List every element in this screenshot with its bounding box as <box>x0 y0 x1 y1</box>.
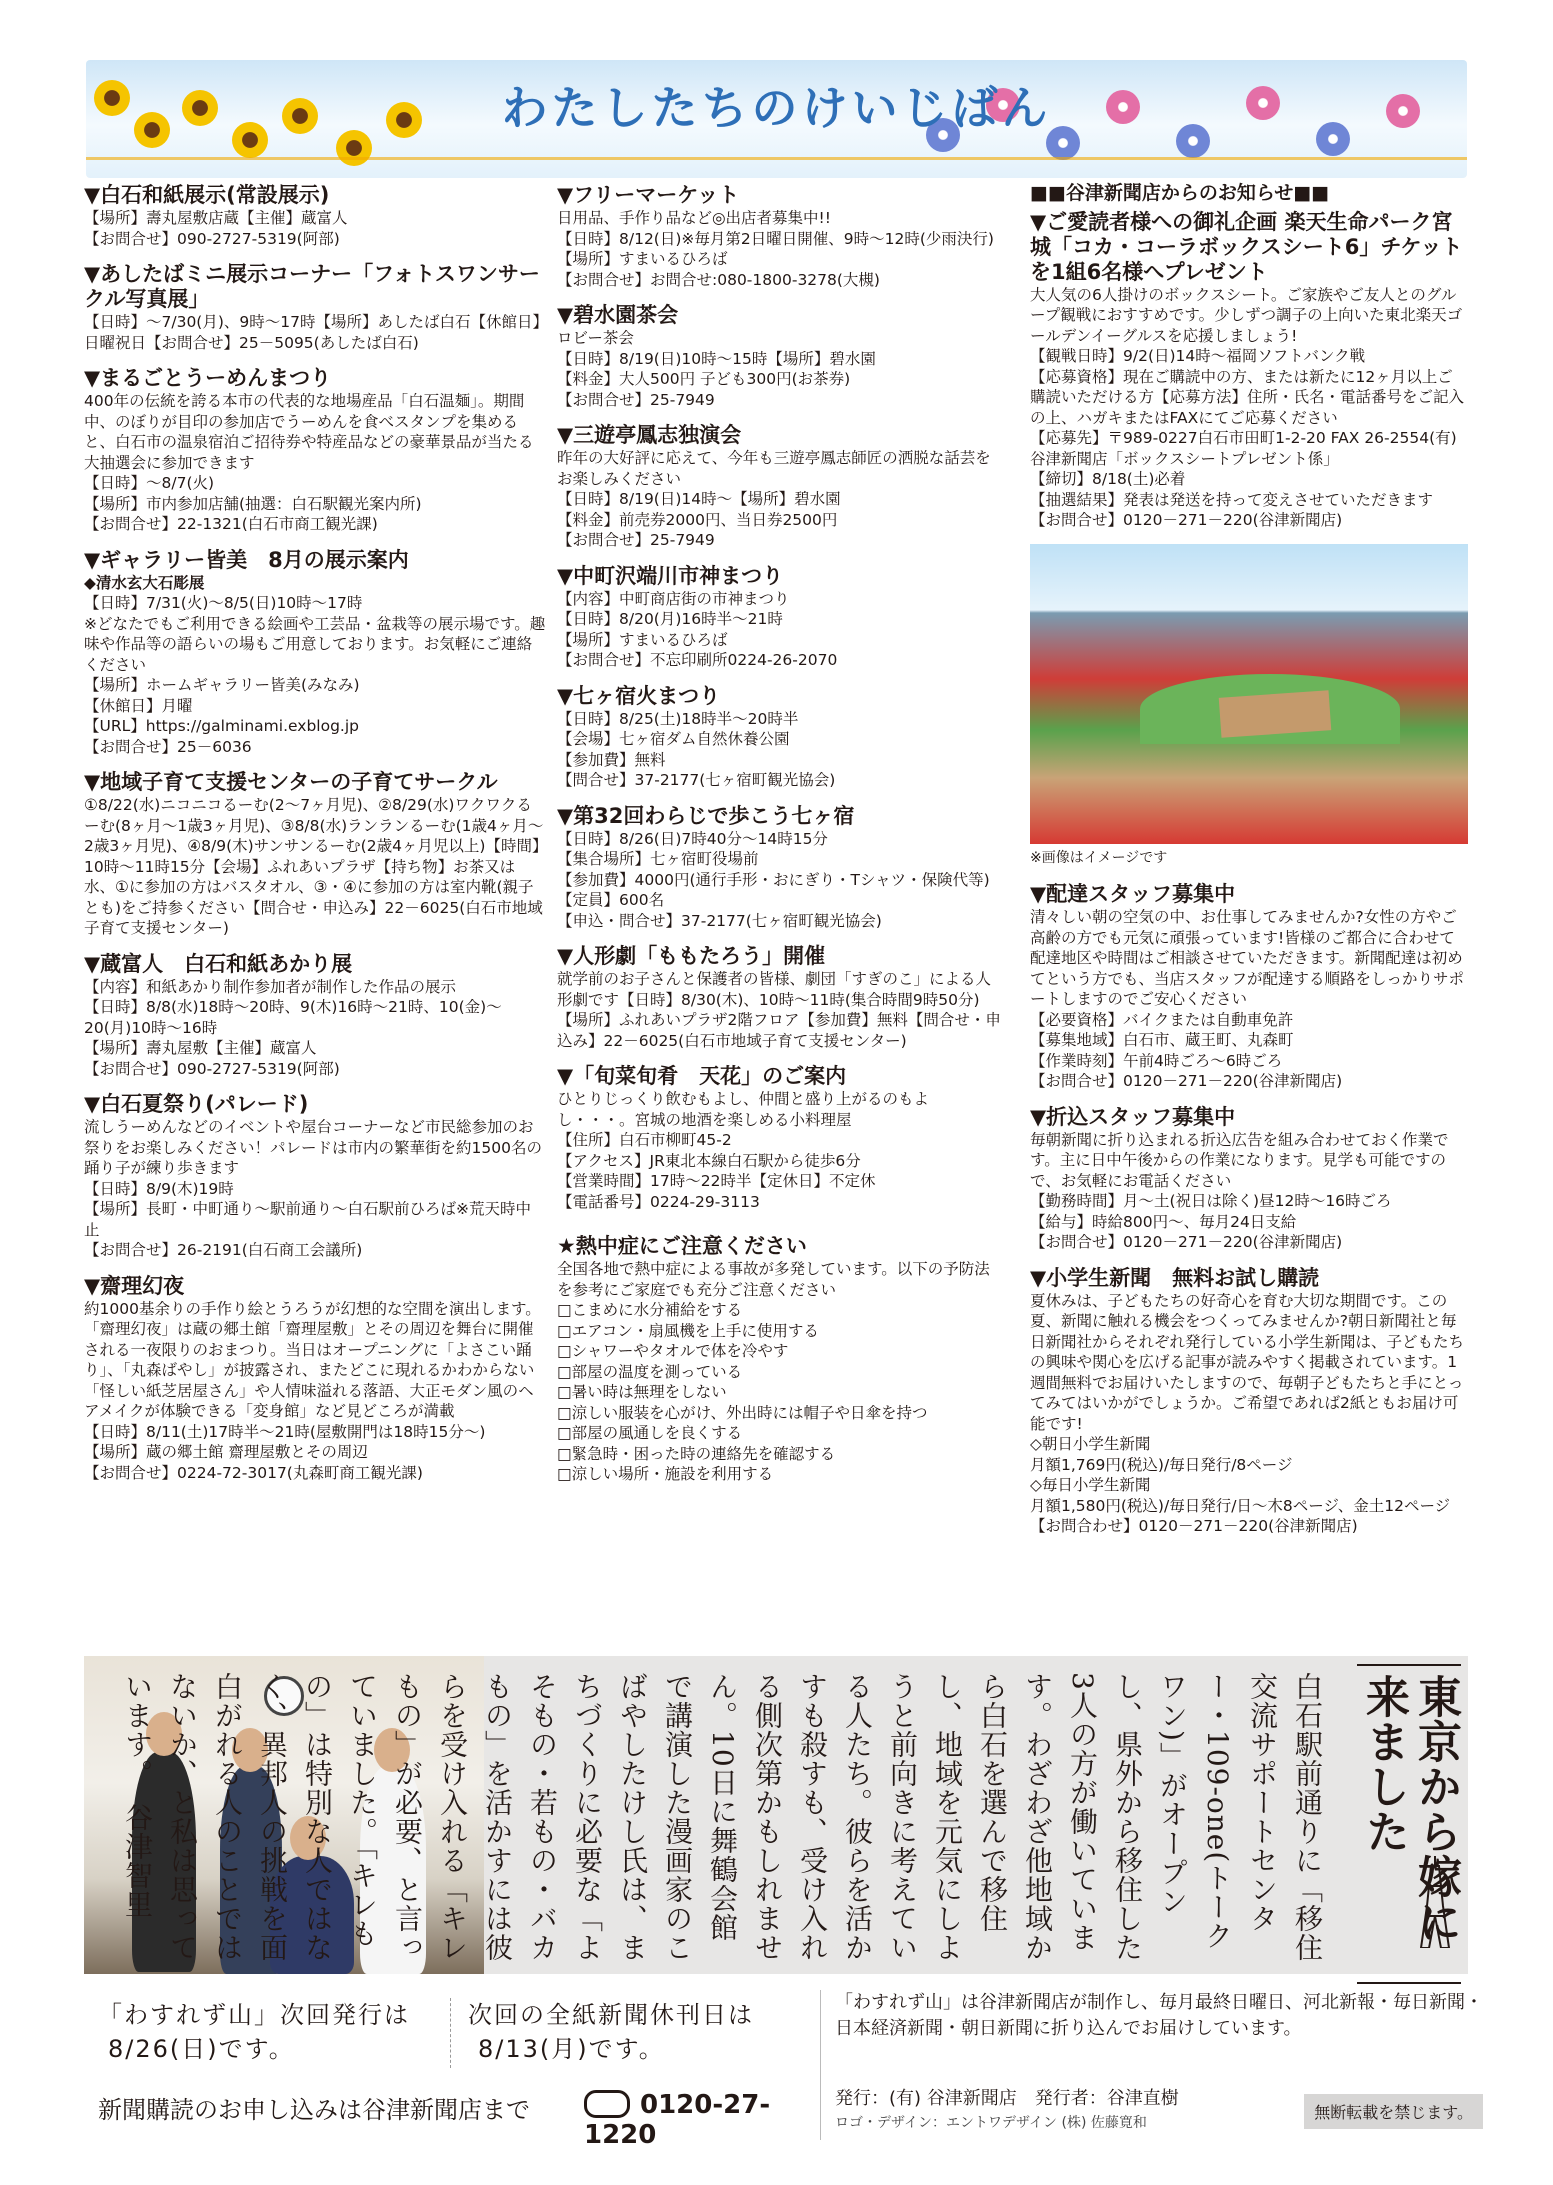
event-line: 【作業時刻】午前4時ごろ～6時ごろ <box>1030 1051 1283 1070</box>
header-banner <box>86 60 1467 178</box>
event-line: 【お問合せ】25－6036 <box>84 737 252 756</box>
event-item <box>84 548 546 758</box>
event-line: ※どなたでもご利用できる絵画や工芸品・盆栽等の展示場です。趣味や作品等の語らいの場もご用意しております。お気軽にご連絡ください <box>84 614 546 674</box>
checklist-item: □部屋の風通しを良くする <box>557 1424 743 1442</box>
event-line: 昨年の大好評に応えて、今年も三遊亭鳳志師匠の洒脱な話芸をお楽しみください <box>557 449 991 488</box>
event-line: 【アクセス】JR東北本線白石駅から徒歩6分 <box>557 1151 861 1170</box>
column-right <box>1030 183 1468 1550</box>
checklist-item: □シャワーやタオルで体を冷やす <box>557 1342 789 1360</box>
event-item <box>84 262 546 353</box>
event-line: 大人気の6人掛けのボックスシート。ご家族やご友人とのグループ観戦におすすめです。少しずつ調子の上向いた東北楽天ゴールデンイーグルスを応援しましょう! <box>1030 285 1463 345</box>
event-line: 【日時】8/12(日)※毎月第2日曜日開催、9時～12時(少雨決行) <box>557 229 994 248</box>
event-line: 【お問合せ】お問合せ:080-1800-3278(大槻) <box>557 270 880 289</box>
event-line: 夏休みは、子どもたちの好奇心を育む大切な期間です。この夏、新聞に触れる機会をつくってみませんか?朝日新聞社と毎日新聞社からそれぞれ発行している小学生新聞は、子どもたちの興味や関心を広げる記事が読みやすく掲載されています。1週間無料でお届けいたしますので、毎朝子どもたちと手にとってみてはいかがでしょうか。ご希望であれば2紙ともお届け可能です! <box>1030 1291 1465 1433</box>
event-heading: ▼地域子育て支援センターの子育てサークル <box>84 770 498 794</box>
event-item <box>84 1274 546 1484</box>
essay-title: 東京から嫁に来ました <box>1357 1664 1461 1984</box>
event-line: 【住所】白石市柳町45-2 <box>557 1131 732 1149</box>
photo-caption: ※画像はイメージです <box>1030 849 1168 866</box>
event-line: 【お問合せ】25-7949 <box>557 531 715 549</box>
phone-value: 0120-27-1220 <box>584 2090 771 2150</box>
event-heading: ▼フリーマーケット <box>557 183 740 207</box>
event-line: 【観戦日時】9/2(日)14時～福岡ソフトバンク戦 <box>1030 347 1366 365</box>
checklist-item: □暑い時は無理をしない <box>557 1383 727 1401</box>
column-left <box>84 183 546 1496</box>
stadium-photo <box>1030 544 1468 844</box>
event-line: 約1000基余りの手作り絵とうろうが幻想的な空間を演出します。「齋理幻夜」は蔵の郷土館「齋理屋敷」とその周辺を舞台に開催される一夜限りのおまつり。当日はオープニングに「よさこい踊り」、「丸森ばやし」が披露され、またどこに現れるかわからない「怪しい紙芝居屋さん」や人情味溢れる落語、大正モダン風のヘアメイクが体験できる「変身館」など見どころが満載 <box>84 1299 541 1420</box>
event-line: 【日時】8/26(日)7時40分～14時15分 <box>557 829 828 848</box>
page-title: わたしたちのけいじばん <box>501 81 1052 135</box>
event-line: 【参加費】4000円(通行手形・おにぎり・Tシャツ・保険代等)【定員】600名 <box>557 870 990 909</box>
holiday-label: 次回の全紙新聞休刊日は <box>468 2001 754 2029</box>
event-line: 【問合せ】37-2177(七ヶ宿町観光協会) <box>557 771 836 789</box>
event-line: 【お問合せ】0120－271－220(谷津新聞店) <box>1030 511 1343 529</box>
event-line: 【場所】壽丸屋敷【主催】蔵富人 <box>84 1039 317 1057</box>
holiday-date: 8/13(月)です。 <box>478 2035 665 2063</box>
event-item <box>1030 1105 1468 1253</box>
event-line: 清々しい朝の空気の中、お仕事してみませんか?女性の方やご高齢の方でも元気に頑張っています!皆様のご都合に合わせて配達地区や時間はご相談させていただきます。新聞配達は初めてという方でも、当店スタッフが配達する順路をしっかりサポートしますのでご安心ください <box>1030 908 1465 1008</box>
next-issue-label: 「わすれず山」次回発行は <box>98 2001 410 2029</box>
event-line: 【休館日】月曜 <box>84 696 193 715</box>
ribbon-divider <box>86 157 1467 160</box>
event-line: 全国各地で熱中症による事故が多発しています。以下の予防法を参考にご家庭でも充分ご注意ください <box>557 1260 990 1299</box>
checklist-item: □涼しい場所・施設を利用する <box>557 1465 774 1483</box>
event-line: 【応募資格】現在ご購読中の方、または新たに12ヶ月以上ご購読いただける方【応募方法】住所・氏名・電話番号をご記入の上、ハガキまたはFAXにてご応募ください <box>1030 367 1465 427</box>
event-heading: ▼齋理幻夜 <box>84 1273 185 1298</box>
event-heading: ★熱中症にご注意ください <box>557 1234 807 1258</box>
event-line: 毎朝新聞に折り込まれる折込広告を組み合わせておく作業です。主に日中午後からの作業になります。見学も可能ですので、お気軽にお電話ください <box>1030 1130 1449 1190</box>
phone-number[interactable] <box>584 2090 804 2150</box>
event-heading: ▼蔵富人 白石和紙あかり展 <box>84 951 353 976</box>
event-heading: ▼白石夏祭り(パレード) <box>84 1092 309 1116</box>
event-item <box>84 770 546 939</box>
event-item <box>84 366 546 535</box>
checklist-item: □部屋の温度を測っている <box>557 1362 743 1381</box>
event-line: ①8/22(水)ニコニコるーむ(2～7ヶ月児)、②8/29(水)ワクワクるーむ(8ヶ月～1歳3ヶ月児)、③8/8(水)ランランるーむ(1歳4ヶ月～2歳3ヶ月児)、④8/9(木)サンサンるーむ(2歳4ヶ月児以上)【時間】10時～11時15分【会場】ふれあいプラザ【持ち物】お茶又は水、①に参加の方はバスタオル、③・④に参加の方は室内靴(親子とも)をご持参ください【問合せ・申込み】22－6025(白石市地域子育て支援センター) <box>84 796 544 937</box>
event-line: 月額1,769円(税込)/毎日発行/8ページ <box>1030 1455 1293 1474</box>
event-line: 【お問合せ】090-2727-5319(阿部) <box>84 1059 340 1078</box>
event-line: 【日時】8/20(月)16時半～21時 <box>557 610 783 628</box>
event-line: 【日時】8/9(木)19時 <box>84 1179 234 1198</box>
event-line: 【お問合せ】0120－271－220(谷津新聞店) <box>1030 1233 1343 1251</box>
event-line: 【場所】市内参加店舗(抽選：白石駅観光案内所) <box>84 494 422 513</box>
checklist-item: □こまめに水分補給をする <box>557 1301 743 1319</box>
next-issue-info <box>98 1998 410 2066</box>
event-heading: ▼小学生新聞 無料お試し購読 <box>1030 1265 1320 1290</box>
event-item <box>557 944 1002 1051</box>
event-line: 【場所】ふれあいプラザ2階フロア【参加費】無料【問合せ・申込み】22－6025(白石市地域子育て支援センター) <box>557 1011 1001 1050</box>
event-item <box>557 564 1002 671</box>
event-line: 月額1,580円(税込)/毎日発行/日～木8ページ、金土12ページ <box>1030 1496 1451 1515</box>
about-text: 「わすれず山」は谷津新聞店が制作し、毎月最終日曜日、河北新報・毎日新聞・日本経済新聞・朝日新聞に折り込んでお届けしています。 <box>835 1992 1483 2039</box>
event-item <box>557 804 1002 932</box>
tokyo-tower-icon <box>1420 1856 1450 1948</box>
event-line: 【集合場所】七ヶ宿町役場前 <box>557 850 759 868</box>
event-line: 【お問合わせ】0120－271－220(谷津新聞店) <box>1030 1517 1358 1535</box>
event-item <box>1030 1266 1468 1537</box>
event-line: 【応募先】〒989-0227白石市田町1-2-20 FAX 26-2554(有)谷津新聞店「ボックスシートプレゼント係」 <box>1030 429 1457 468</box>
event-line: 【お問合せ】22-1321(白石市商工観光課) <box>84 515 378 533</box>
event-item <box>84 952 546 1080</box>
event-item <box>1030 882 1468 1092</box>
event-line: 日用品、手作り品など◎出店者募集中!! <box>557 209 831 227</box>
event-heading: ▼まるごとうーめんまつり <box>84 366 332 390</box>
event-line: 流しうーめんなどのイベントや屋台コーナーなど市民総参加のお祭りをお楽しみください！パレードは市内の繁華街を約1500名の踊り子が練り歩きます <box>84 1118 542 1177</box>
event-heading: ▼「旬菜旬肴 天花」のご案内 <box>557 1064 847 1088</box>
event-line: 【締切】8/18(土)必着 <box>1030 470 1186 488</box>
event-line: ロビー茶会 <box>557 329 634 347</box>
event-line: 【料金】大人500円 子ども300円(お茶券) <box>557 370 851 388</box>
event-line: 就学前のお子さんと保護者の皆様、劇団「すぎのこ」による人形劇です【日時】8/30(木)、10時～11時(集合時間9時50分) <box>557 970 992 1009</box>
event-heading: ▼ご愛読者様への御礼企画 楽天生命パーク宮城「コカ・コーラボックスシート6」チケットを1組6名様へプレゼント <box>1030 209 1463 284</box>
event-line: 【お問合せ】0224-72-3017(丸森町商工観光課) <box>84 1463 423 1482</box>
event-line: 【お問合せ】不忘印刷所0224-26-2070 <box>557 651 838 669</box>
heatstroke-notice <box>557 1234 1002 1485</box>
event-line: 【必要資格】バイクまたは自動車免許 <box>1030 1010 1294 1029</box>
event-heading: ▼第32回わらじで歩こう七ヶ宿 <box>557 803 855 828</box>
event-line: 【内容】和紙あかり制作参加者が制作した作品の展示 <box>84 977 457 996</box>
event-line: ◇毎日小学生新聞 <box>1030 1476 1151 1494</box>
event-heading: ▼三遊亭鳳志独演会 <box>557 423 742 447</box>
event-line: 【日時】～8/7(火) <box>84 474 215 492</box>
event-heading: ▼折込スタッフ募集中 <box>1030 1104 1236 1129</box>
event-line: 【内容】中町商店街の市神まつり <box>557 589 790 608</box>
event-item <box>557 303 1002 410</box>
event-line: 【場所】壽丸屋敷店蔵【主催】蔵富人 <box>84 209 348 227</box>
subscribe-text: 新聞購読のお申し込みは谷津新聞店まで <box>98 2096 530 2124</box>
footer-right <box>820 1990 1483 2140</box>
footer-left <box>84 1990 804 2150</box>
event-line: 【募集地域】白石市、蔵王町、丸森町 <box>1030 1031 1294 1049</box>
event-heading: ▼ギャラリー皆美 8月の展示案内 <box>84 547 409 572</box>
event-line: ひとりじっくり飲むもよし、仲間と盛り上がるのもよし・・・。宮城の地酒を楽しめる小料理屋 <box>557 1090 930 1129</box>
footer-divider <box>450 1998 451 2068</box>
event-line: 【電話番号】0224-29-3113 <box>557 1192 760 1211</box>
event-line: 【場所】ホームギャラリー皆美(みなみ) <box>84 676 360 694</box>
event-line: 【お問合せ】090-2727-5319(阿部) <box>84 229 340 248</box>
event-line: ◇朝日小学生新聞 <box>1030 1435 1151 1453</box>
event-line: 【会場】七ヶ宿ダム自然休養公園 <box>557 730 790 748</box>
checklist-item: □エアコン・扇風機を上手に使用する <box>557 1321 819 1340</box>
event-line: 【場所】すまいるひろば <box>557 250 728 268</box>
column-middle <box>557 183 1002 1498</box>
event-line: 【日時】8/8(水)18時～20時、9(木)16時～21時、10(金)～20(月)10時～16時 <box>84 998 502 1037</box>
event-heading: ▼あしたばミニ展示コーナー「フォトスワンサークル写真展」 <box>84 262 540 311</box>
event-heading: ▼中町沢端川市神まつり <box>557 563 784 588</box>
event-heading: ▼七ヶ宿火まつり <box>557 683 721 708</box>
next-issue-date: 8/26(日)です。 <box>108 2035 295 2063</box>
event-line: 【料金】前売券2000円、当日券2500円 <box>557 510 838 529</box>
essay-body: 白石駅前通りに「移住交流サポートセンター・109-one(トークワン)」がオープンし、県外から移住した3人の方が働いています。わざわざ他地域から白石を選んで移住し、地域を元気にしようと前向きに考えている人たち。彼らを活かすも殺すも、受け入れる側次第かもしれません。10日に舞鶴会館で講演した漫画家のこばやしたけし氏は、まちづくりに必要な「よそもの・若もの・バカもの」を活かすには彼らを受け入れる「キレもの」が必要、と言っていました。「キレもの」は特別な人ではなく、異邦人の挑戦を面白がれる人のことではないか、と私は思っています。 谷津智里 <box>121 1672 1324 1962</box>
notice-heading: ■■谷津新聞店からのお知らせ■■ <box>1030 182 1330 204</box>
footer <box>84 1990 1483 2150</box>
event-line: 【申込・問合せ】37-2177(七ヶ宿町観光協会) <box>557 911 882 930</box>
event-line: 【給与】時給800円～、毎月24日支給 <box>1030 1212 1297 1231</box>
event-line: 【日時】～7/30(月)、9時～17時【場所】あしたば白石【休館日】日曜祝日【お問合せ】25－5095(あしたば白石) <box>84 313 541 352</box>
logo-design-credit: ロゴ・デザイン：エントワデザイン (株) 佐藤寛和 <box>835 2115 1147 2131</box>
publisher-text: 発行：(有) 谷津新聞店 発行者：谷津直樹 <box>835 2088 1179 2109</box>
event-line: 【お問合せ】25-7949 <box>557 390 715 409</box>
event-line: 【参加費】無料 <box>557 750 666 769</box>
event-line: 【日時】8/25(土)18時半～20時半 <box>557 709 799 728</box>
event-item <box>557 423 1002 551</box>
event-line: 【抽選結果】発表は発送を持って変えさせていただきます <box>1030 490 1434 509</box>
event-item <box>557 684 1002 791</box>
free-dial-icon <box>584 2090 630 2118</box>
event-line: 【場所】長町・中町通り～駅前通り～白石駅前ひろば※荒天時中止 <box>84 1200 531 1239</box>
event-heading: ▼人形劇「ももたろう」開催 <box>557 944 826 968</box>
checklist-item: □涼しい服装を心がけ、外出時には帽子や日傘を持つ <box>557 1403 928 1422</box>
event-heading: ▼配達スタッフ募集中 <box>1030 882 1236 906</box>
event-item <box>84 183 546 249</box>
event-line: 【日時】8/19(日)10時～15時【場所】碧水園 <box>557 349 876 368</box>
event-item <box>84 1092 546 1261</box>
event-line: 400年の伝統を誇る本市の代表的な地場産品「白石温麺」。期間中、のぼりが目印の参加店でうーめんを食べスタンプを集めると、白石市の温泉宿泊ご招待券や特産品などの豪華景品が当たる大抽選会に参加できます <box>84 392 534 472</box>
event-item <box>1030 210 1468 531</box>
event-heading: ▼白石和紙展示(常設展示) <box>84 183 330 207</box>
event-line: 【日時】8/11(土)17時半～21時(屋敷開門は18時15分～) <box>84 1422 486 1441</box>
event-line: 【場所】すまいるひろば <box>557 630 728 649</box>
event-line: 【勤務時間】月～土(祝日は除く)昼12時～16時ごろ <box>1030 1192 1392 1210</box>
event-line: 【お問合せ】0120－271－220(谷津新聞店) <box>1030 1072 1343 1090</box>
event-heading: ▼碧水園茶会 <box>557 303 679 327</box>
event-line: 【場所】蔵の郷土館 齋理屋敷とその周辺 <box>84 1443 368 1461</box>
infield-shape <box>1219 690 1332 738</box>
event-line: 【URL】https://galminami.exblog.jp <box>84 717 359 735</box>
copyright-notice: 無断転載を禁じます。 <box>1304 2094 1483 2129</box>
event-item <box>557 1064 1002 1212</box>
event-line: 【日時】7/31(火)～8/5(日)10時～17時 <box>84 594 363 612</box>
event-line: 【日時】8/19(日)14時～【場所】碧水園 <box>557 490 841 508</box>
holiday-info <box>468 1998 754 2066</box>
event-item <box>557 183 1002 290</box>
event-line: 【営業時間】17時～22時半【定休日】不定休 <box>557 1172 876 1190</box>
event-subheading: ◆清水玄大石彫展 <box>84 573 205 592</box>
event-line: 【お問合せ】26-2191(白石商工会議所) <box>84 1241 363 1259</box>
checklist-item: □緊急時・困った時の連絡先を確認する <box>557 1444 836 1463</box>
